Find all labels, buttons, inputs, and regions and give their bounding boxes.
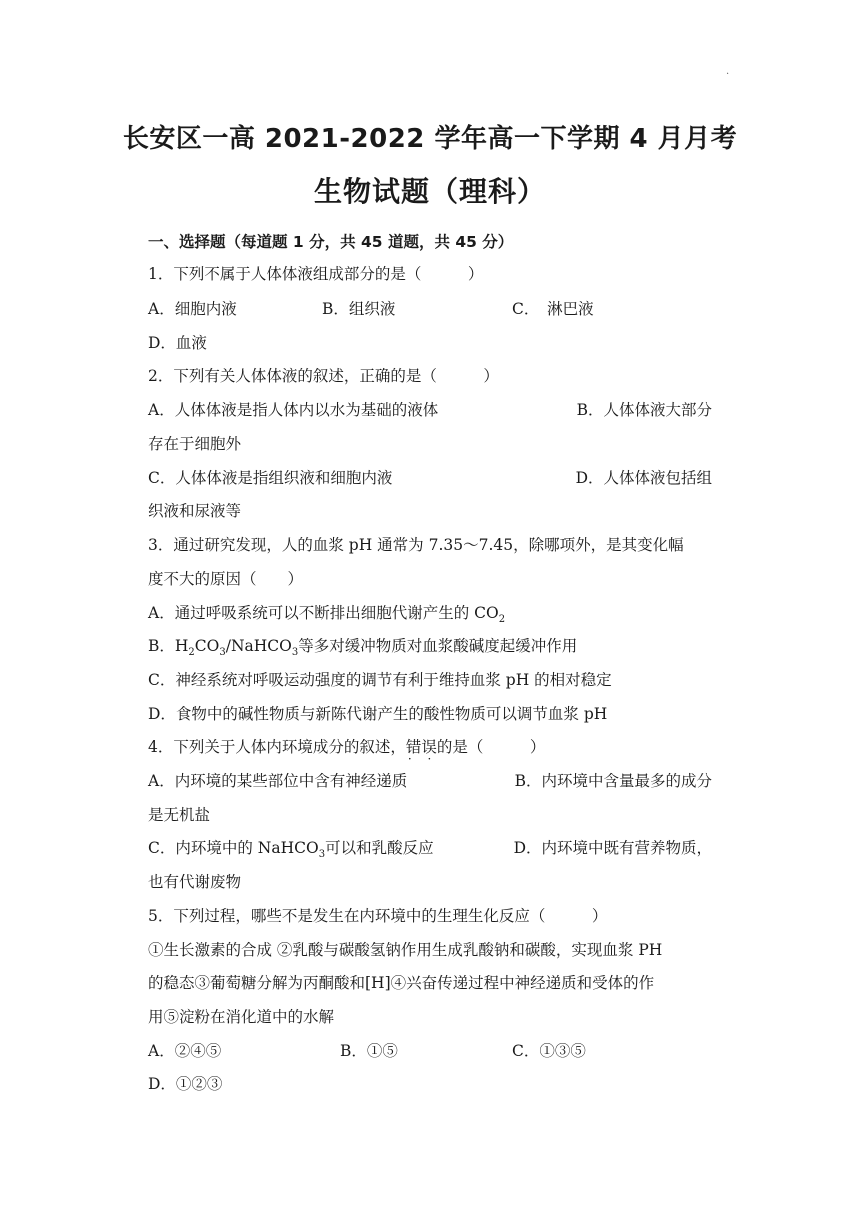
q2-option-d-cont: 织液和尿液等	[148, 502, 242, 520]
q4-option-c-text: 可以和乳酸反应	[325, 839, 434, 857]
subscript: 2	[188, 647, 195, 659]
q4-stem-text: 的是（ ）	[436, 738, 546, 756]
q3-option-b-text: CO	[194, 637, 220, 655]
subscript: 3	[318, 849, 326, 861]
q3-option-b-text: 等多对缓冲物质对血浆酸碱度起缓冲作用	[298, 637, 578, 655]
exam-title: 长安区一高 2021-2022 学年高一下学期 4 月月考	[122, 124, 738, 154]
subscript: 3	[291, 647, 299, 659]
q5-item-line: ①生长激素的合成 ②乳酸与碳酸氢钠作用生成乳酸钠和碳酸，实现血浆 PH	[148, 941, 663, 959]
q1-option-c: C． 淋巴液	[512, 300, 594, 318]
q4-option-c	[148, 836, 434, 860]
q5-option-c: C．①③⑤	[512, 1042, 586, 1060]
q3-option-b-text: B．H	[148, 637, 189, 655]
q1-option-a: A．细胞内液	[148, 300, 237, 318]
q2-option-a: A．人体体液是指人体内以水为基础的液体	[148, 401, 439, 419]
q4-option-d: D．内环境中既有营养物质，	[513, 839, 712, 857]
q5-option-b: B．①⑤	[340, 1042, 398, 1060]
q4-stem-text: 4．下列关于人体内环境成分的叙述，	[148, 738, 406, 756]
q1-option-d: D．血液	[148, 334, 207, 352]
q5-stem: 5．下列过程，哪些不是发生在内环境中的生理生化反应（ ）	[148, 907, 608, 925]
subscript: 3	[219, 647, 226, 659]
q3-option-a-text: A．通过呼吸系统可以不断排出细胞代谢产生的 CO	[148, 604, 499, 622]
q2-stem: 2．下列有关人体体液的叙述，正确的是（ ）	[148, 367, 499, 385]
q1-stem: 1．下列不属于人体体液组成部分的是（ ）	[148, 265, 484, 283]
q1-option-b: B．组织液	[322, 300, 396, 318]
q5-option-a: A．②④⑤	[148, 1042, 222, 1060]
subscript: 2	[498, 614, 506, 626]
q3-option-c: C．神经系统对呼吸运动强度的调节有利于维持血浆 pH 的相对稳定	[148, 671, 612, 689]
q2-option-c: C．人体体液是指组织液和细胞内液	[148, 469, 393, 487]
q3-stem-cont: 度不大的原因（ ）	[148, 570, 304, 588]
q4-stem	[148, 735, 545, 757]
section-heading: 一、选择题（每道题 1 分，共 45 道题，共 45 分）	[148, 233, 514, 251]
q4-option-b: B．内环境中含量最多的成分	[514, 772, 712, 790]
q2-option-d: D．人体体液包括组	[575, 469, 712, 487]
q5-item-line: 用⑤淀粉在消化道中的水解	[148, 1008, 335, 1026]
q3-stem: 3．通过研究发现，人的血浆 pH 通常为 7.35～7.45，除哪项外，是其变化幅	[148, 536, 684, 554]
q4-option-a: A．内环境的某些部位中含有神经递质	[148, 772, 408, 790]
q4-stem-emphasis: 错误 · ·	[406, 738, 437, 756]
q2-option-b-cont: 存在于细胞外	[148, 435, 242, 453]
q4-option-c-text: C．内环境中的 NaHCO	[148, 839, 319, 857]
q5-option-d: D．①②③	[148, 1075, 223, 1093]
q5-item-line: 的稳态③葡萄糖分解为丙酮酸和[H]④兴奋传递过程中神经递质和受体的作	[148, 974, 655, 992]
corner-dot: .	[726, 66, 730, 77]
q4-option-b-cont: 是无机盐	[148, 806, 211, 824]
q3-option-d: D．食物中的碱性物质与新陈代谢产生的酸性物质可以调节血浆 pH	[148, 705, 608, 723]
q3-option-b	[148, 634, 577, 658]
q2-option-b: B．人体体液大部分	[576, 401, 712, 419]
q4-option-d-cont: 也有代谢废物	[148, 873, 242, 891]
q3-option-b-text: /NaHCO	[225, 637, 292, 655]
exam-subtitle: 生物试题（理科）	[313, 175, 546, 208]
q3-option-a	[148, 601, 505, 625]
